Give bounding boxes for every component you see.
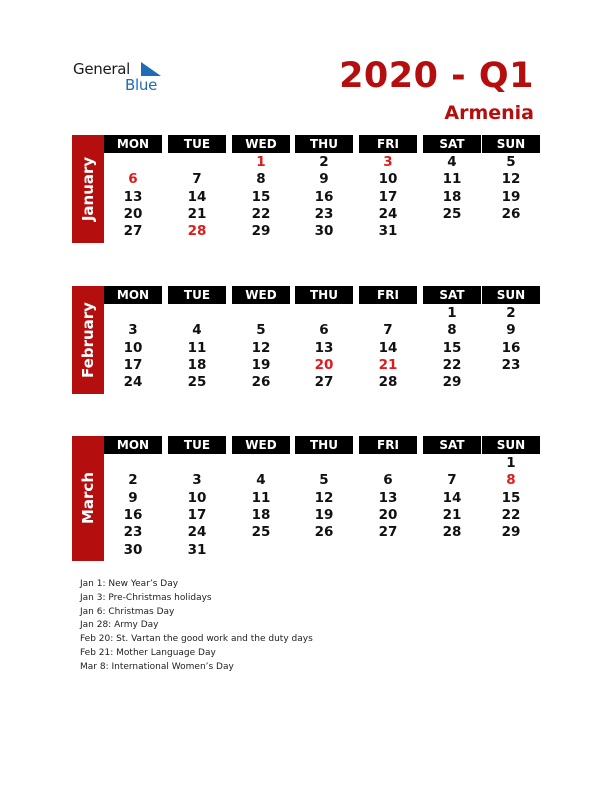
date-cell: 16 — [501, 339, 521, 356]
date-cell: 8 — [447, 322, 457, 339]
date-cell: 31 — [378, 223, 398, 240]
date-cell: 7 — [383, 322, 393, 339]
date-cell: 1 — [447, 305, 457, 321]
date-cell: 13 — [123, 188, 143, 205]
date-cell: 27 — [314, 374, 334, 391]
date-cell: 6 — [383, 472, 393, 489]
holiday-date-cell: 6 — [128, 171, 138, 188]
weekday-header: WED — [232, 135, 290, 153]
month-label-bar — [72, 286, 104, 394]
date-cell: 21 — [187, 205, 207, 222]
date-cell: 9 — [319, 171, 329, 188]
weekday-header: TUE — [168, 436, 226, 454]
holiday-date-cell: 28 — [187, 223, 207, 240]
date-cell: 14 — [442, 489, 462, 506]
date-cell: 13 — [378, 489, 398, 506]
holiday-date-cell: 21 — [378, 356, 398, 373]
weekday-header: WED — [232, 286, 290, 304]
date-cell: 14 — [378, 339, 398, 356]
month-name: February — [79, 301, 97, 378]
date-cell: 7 — [447, 472, 457, 489]
date-cell: 12 — [501, 171, 521, 188]
date-cell: 17 — [123, 356, 143, 373]
date-cell: 25 — [251, 524, 271, 541]
weekday-header: THU — [295, 286, 353, 304]
date-cell: 22 — [501, 506, 521, 523]
holiday-entry: Feb 20: St. Vartan the good work and the duty days — [80, 634, 313, 645]
date-cell: 27 — [378, 524, 398, 541]
weekday-header: TUE — [168, 135, 226, 153]
holiday-date-cell: 20 — [314, 356, 334, 373]
date-cell: 24 — [123, 374, 143, 391]
weekday-header: SUN — [482, 135, 540, 153]
country-name: Armenia — [444, 102, 534, 124]
date-cell: 10 — [187, 489, 207, 506]
weekday-header: TUE — [168, 286, 226, 304]
date-cell: 11 — [251, 489, 271, 506]
date-cell: 25 — [442, 205, 462, 222]
month-block-march — [72, 436, 540, 561]
holiday-list — [80, 578, 313, 675]
weekday-header-row — [104, 135, 540, 153]
date-cell: 5 — [256, 322, 266, 339]
date-cell: 24 — [187, 524, 207, 541]
date-cell: 16 — [123, 506, 143, 523]
date-cell: 16 — [314, 188, 334, 205]
date-cell: 21 — [442, 506, 462, 523]
weekday-header: SAT — [423, 436, 481, 454]
date-cell: 3 — [192, 472, 202, 489]
date-cell: 26 — [314, 524, 334, 541]
holiday-entry: Feb 21: Mother Language Day — [80, 647, 216, 658]
weekday-header: SUN — [482, 436, 540, 454]
date-cell: 10 — [123, 339, 143, 356]
date-cell: 12 — [314, 489, 334, 506]
date-cell: 10 — [378, 171, 398, 188]
date-cell: 30 — [314, 223, 334, 240]
date-cell: 27 — [123, 223, 143, 240]
weekday-header: THU — [295, 436, 353, 454]
weekday-header: MON — [104, 286, 162, 304]
holiday-date-cell: 3 — [383, 154, 393, 170]
date-cell: 15 — [251, 188, 271, 205]
holiday-entry: Jan 1: New Year’s Day — [80, 579, 179, 589]
date-cell: 7 — [192, 171, 202, 188]
date-cell: 13 — [314, 339, 334, 356]
date-cell: 6 — [319, 322, 329, 339]
logo-blue-text: Blue — [125, 76, 157, 94]
date-cell: 1 — [506, 455, 516, 471]
weekday-header: SUN — [482, 286, 540, 304]
month-block-february — [72, 286, 540, 394]
date-cell: 18 — [187, 356, 207, 373]
date-cell: 17 — [378, 188, 398, 205]
holiday-entry: Jan 28: Army Day — [80, 620, 159, 631]
date-cell: 5 — [319, 472, 329, 489]
date-cell: 29 — [251, 223, 271, 240]
date-cell: 26 — [251, 374, 271, 391]
date-cell: 2 — [319, 154, 329, 170]
weekday-header-row — [104, 286, 540, 304]
weekday-header: FRI — [359, 436, 417, 454]
date-cell: 23 — [314, 205, 334, 222]
date-cell: 28 — [442, 524, 462, 541]
date-cell: 15 — [501, 489, 521, 506]
month-block-january — [72, 135, 540, 243]
date-cell: 20 — [123, 205, 143, 222]
month-name: March — [79, 472, 97, 525]
date-cell: 20 — [378, 506, 398, 523]
month-label-bar — [72, 436, 104, 561]
date-cell: 24 — [378, 205, 398, 222]
date-cell: 17 — [187, 506, 207, 523]
weekday-header: FRI — [359, 135, 417, 153]
date-cell: 3 — [128, 322, 138, 339]
weekday-header-row — [104, 436, 540, 454]
date-cell: 11 — [442, 171, 462, 188]
date-cell: 4 — [192, 322, 202, 339]
date-cell: 23 — [501, 356, 521, 373]
weekday-header: THU — [295, 135, 353, 153]
date-cell: 9 — [506, 322, 516, 339]
date-cell: 15 — [442, 339, 462, 356]
date-cell: 30 — [123, 541, 143, 558]
weekday-header: WED — [232, 436, 290, 454]
date-cell: 9 — [128, 489, 138, 506]
date-cell: 4 — [256, 472, 266, 489]
month-label-bar — [72, 135, 104, 243]
date-cell: 19 — [501, 188, 521, 205]
date-cell: 5 — [506, 154, 516, 170]
date-cell: 18 — [251, 506, 271, 523]
page-title: 2020 - Q1 — [339, 56, 534, 96]
date-cell: 8 — [256, 171, 266, 188]
holiday-entry: Mar 8: International Women’s Day — [80, 661, 234, 672]
weekday-header: FRI — [359, 286, 417, 304]
date-cell: 14 — [187, 188, 207, 205]
date-cell: 2 — [128, 472, 138, 489]
weekday-header: SAT — [423, 135, 481, 153]
holiday-date-cell: 1 — [256, 154, 266, 170]
holiday-entry: Jan 6: Christmas Day — [80, 606, 175, 617]
date-cell: 22 — [251, 205, 271, 222]
logo-triangle-icon — [141, 62, 161, 76]
date-cell: 18 — [442, 188, 462, 205]
date-cell: 12 — [251, 339, 271, 356]
date-cell: 22 — [442, 356, 462, 373]
date-cell: 2 — [506, 305, 516, 321]
date-cell: 28 — [378, 374, 398, 391]
logo-general-text: General — [73, 60, 131, 78]
date-cell: 29 — [501, 524, 521, 541]
date-cell: 26 — [501, 205, 521, 222]
holiday-entry: Jan 3: Pre-Christmas holidays — [80, 592, 212, 603]
date-cell: 19 — [251, 356, 271, 373]
date-cell: 4 — [447, 154, 457, 170]
date-cell: 25 — [187, 374, 207, 391]
month-name: January — [79, 156, 97, 221]
generalblue-logo — [73, 60, 173, 96]
date-cell: 19 — [314, 506, 334, 523]
date-cell: 23 — [123, 524, 143, 541]
date-cell: 11 — [187, 339, 207, 356]
weekday-header: MON — [104, 135, 162, 153]
weekday-header: SAT — [423, 286, 481, 304]
date-cell: 31 — [187, 541, 207, 558]
date-cell: 29 — [442, 374, 462, 391]
holiday-date-cell: 8 — [506, 472, 516, 489]
weekday-header: MON — [104, 436, 162, 454]
